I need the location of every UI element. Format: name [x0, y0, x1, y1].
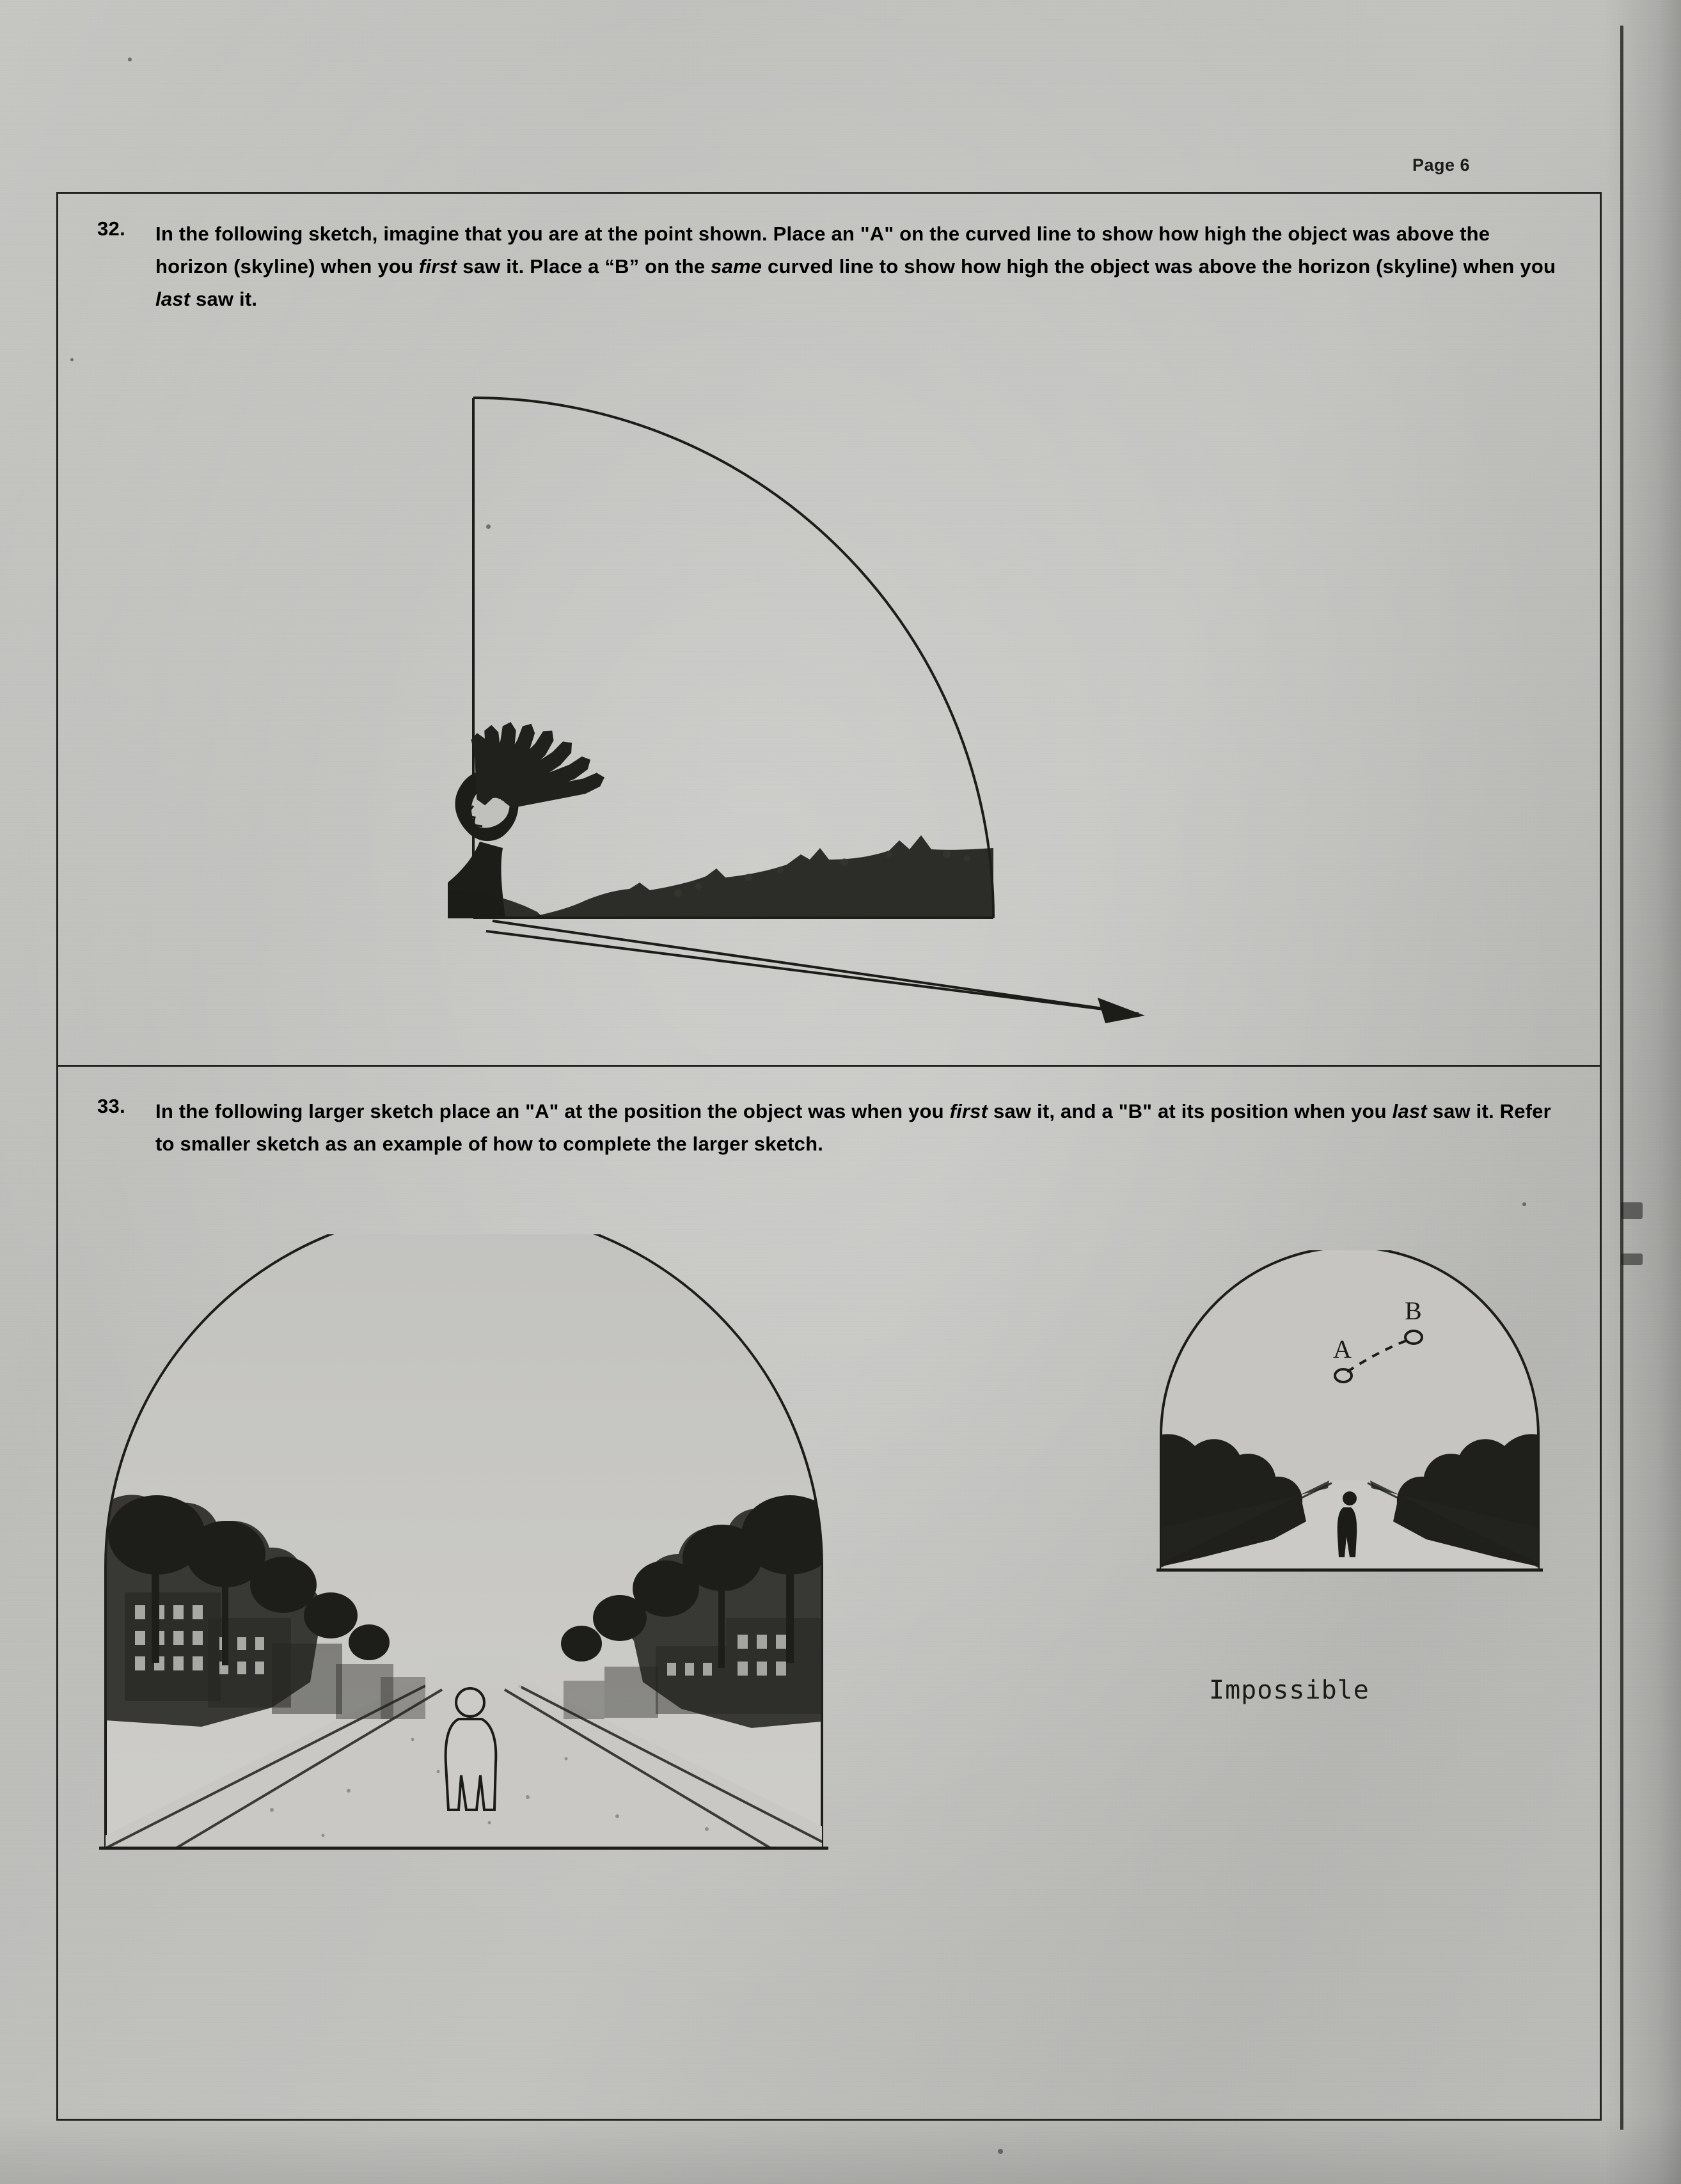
scan-speck	[486, 524, 491, 529]
scan-edge-shadow-right	[1604, 0, 1681, 2184]
small-example-dome-sketch	[1145, 1250, 1554, 1589]
scan-speck	[70, 358, 74, 361]
scan-speck	[998, 2149, 1003, 2154]
section-divider	[56, 1065, 1600, 1067]
binder-mark	[1621, 1202, 1643, 1219]
question-33-text: In the following larger sketch place an "A" at the position the object was when you first saw it, and a "B" at its position when you last saw it. Refer to smaller sketch as an example of how to complete the larger sketch.	[155, 1100, 1551, 1155]
question-32-text: In the following sketch, imagine that you are at the point shown. Place an "A" on the curved line to show how high the object was above the horizon (skyline) when you first saw it. Place a “B” on the same curved line to show how high the object was above the horizon (skyline) when you last saw it.	[155, 223, 1556, 310]
question-33-number: 33.	[97, 1095, 125, 1117]
scan-edge-shadow-bottom	[0, 2114, 1681, 2184]
mark-b-label: B	[1405, 1296, 1422, 1325]
large-street-dome-sketch	[80, 1234, 867, 1874]
binder-mark	[1621, 1253, 1643, 1265]
quarter-circle-elevation-sketch	[448, 384, 1196, 1030]
mark-a-label: A	[1333, 1335, 1352, 1363]
binder-edge-line	[1620, 26, 1623, 2130]
scan-speck	[1522, 1202, 1526, 1206]
question-32-number: 32.	[97, 217, 125, 240]
scan-speck	[128, 58, 132, 61]
page-number: Page 6	[1412, 155, 1470, 175]
impossible-note: Impossible	[1209, 1676, 1369, 1705]
